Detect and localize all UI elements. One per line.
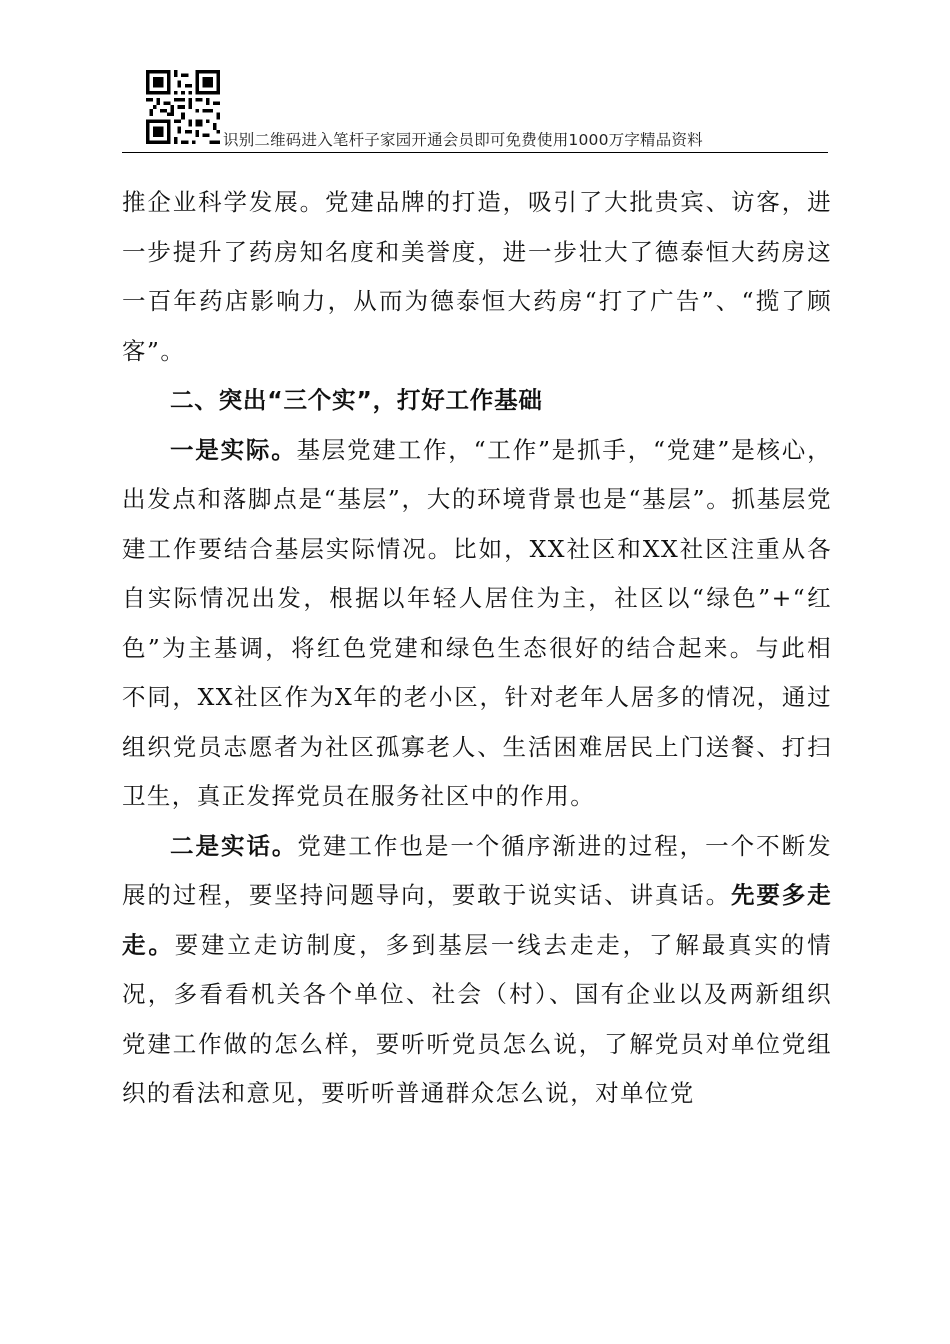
paragraph-continuation: 推企业科学发展。党建品牌的打造，吸引了大批贵宾、访客，进一步提升了药房知名度和美誉度，进一步壮大了德泰恒大药房这一百年药店影响力，从而为德泰恒大药房“打了广告”、“揽了顾客”。 — [122, 188, 832, 365]
paragraph-text: 党建工作也是一个循序渐进的过程，一个不断发展的过程，要坚持问题导向，要敢于说实话、讲真话。 — [122, 831, 832, 909]
paragraph-sublead: 先要多走走。 — [122, 881, 832, 959]
paragraph-text: 基层党建工作，“工作”是抓手，“党建”是核心，出发点和落脚点是“基层”，大的环境背景也是“基层”。抓基层党建工作要结合基层实际情况。比如，XX社区和XX社区注重从各自实际情况出发，根据以年轻人居住为主，社区以“绿色”+“红色”为主基调，将红色党建和绿色生态很好的结合起来。与此相不同，XX社区作为X年的老小区，针对老年人居多的情况，通过组织党员志愿者为社区孤寡老人、生活困难居民上门送餐、打扫卫生，真正发挥党员在服务社区中的作用。 — [122, 435, 833, 810]
paragraph-text: 要建立走访制度，多到基层一线去走走，了解最真实的情况，多看看机关各个单位、社会（村）、国有企业以及两新组织党建工作做的怎么样，要听听党员怎么说，了解党员对单位党组织的看法和意见，要听听普通群众怎么说，对单位党 — [122, 930, 832, 1107]
section-heading: 二、突出“三个实”，打好工作基础 — [170, 386, 543, 414]
paragraph-truth — [122, 822, 832, 1119]
header-notice: 识别二维码进入笔杆子家园开通会员即可免费使用1000万字精品资料 — [223, 131, 703, 149]
document-body — [122, 178, 832, 1119]
paragraph-lead: 二是实话。 — [170, 831, 298, 860]
paragraph-lead: 一是实际。 — [170, 435, 297, 464]
qr-code-icon — [146, 70, 220, 144]
page-header — [122, 68, 828, 153]
paragraph-practical — [122, 426, 832, 822]
